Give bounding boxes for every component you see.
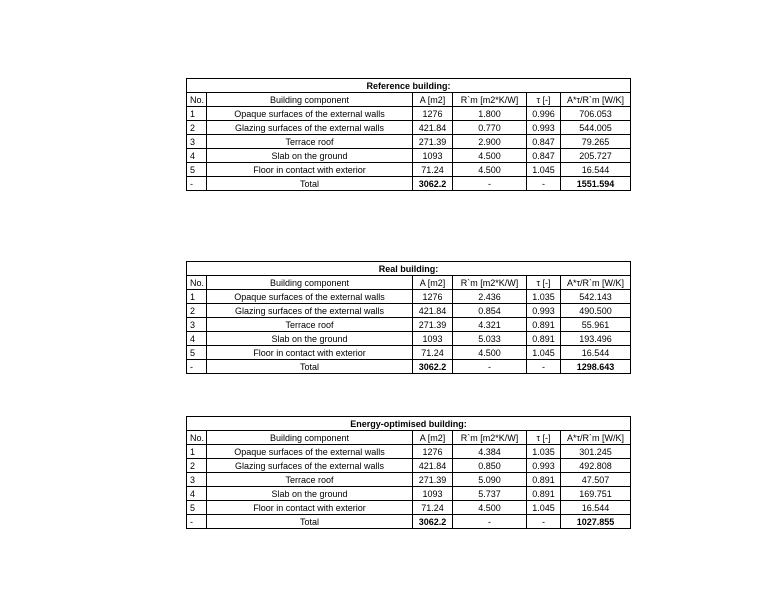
table-title-row — [187, 417, 631, 431]
cell-component: Terrace roof — [207, 318, 413, 332]
cell-area: 421.84 — [413, 304, 453, 318]
total-resistance: - — [453, 515, 527, 529]
cell-resistance: 0.850 — [453, 459, 527, 473]
cell-loss: 16.544 — [561, 346, 631, 360]
table-header-row — [187, 431, 631, 445]
cell-area: 271.39 — [413, 318, 453, 332]
table-header-row — [187, 93, 631, 107]
cell-tau: 0.891 — [527, 473, 561, 487]
cell-component: Floor in contact with exterior — [207, 346, 413, 360]
cell-no: 4 — [187, 149, 207, 163]
cell-no: 4 — [187, 332, 207, 346]
cell-resistance: 4.500 — [453, 163, 527, 177]
cell-no: 5 — [187, 163, 207, 177]
cell-loss: 16.544 — [561, 163, 631, 177]
cell-loss: 544.005 — [561, 121, 631, 135]
column-header-no: No. — [187, 276, 207, 290]
cell-component: Terrace roof — [207, 135, 413, 149]
column-header-tau: τ [-] — [527, 276, 561, 290]
total-no: - — [187, 360, 207, 374]
column-header-component: Building component — [207, 276, 413, 290]
cell-area: 71.24 — [413, 346, 453, 360]
total-component: Total — [207, 515, 413, 529]
total-area: 3062.2 — [413, 177, 453, 191]
column-header-loss: A*τ/R`m [W/K] — [561, 276, 631, 290]
table-row — [187, 346, 631, 360]
total-resistance: - — [453, 177, 527, 191]
cell-area: 421.84 — [413, 459, 453, 473]
table-row — [187, 149, 631, 163]
table-row — [187, 332, 631, 346]
cell-loss: 79.265 — [561, 135, 631, 149]
cell-loss: 492.808 — [561, 459, 631, 473]
cell-loss: 16.544 — [561, 501, 631, 515]
cell-resistance: 1.800 — [453, 107, 527, 121]
column-header-tau: τ [-] — [527, 93, 561, 107]
cell-tau: 0.847 — [527, 135, 561, 149]
cell-no: 2 — [187, 459, 207, 473]
table-row — [187, 304, 631, 318]
cell-no: 2 — [187, 304, 207, 318]
table-total-row — [187, 515, 631, 529]
cell-area: 1276 — [413, 290, 453, 304]
cell-tau: 0.993 — [527, 304, 561, 318]
cell-tau: 1.035 — [527, 290, 561, 304]
total-no: - — [187, 177, 207, 191]
cell-resistance: 4.500 — [453, 501, 527, 515]
table-row — [187, 318, 631, 332]
cell-resistance: 5.737 — [453, 487, 527, 501]
table-total-row — [187, 360, 631, 374]
cell-component: Slab on the ground — [207, 332, 413, 346]
cell-component: Slab on the ground — [207, 149, 413, 163]
cell-resistance: 2.900 — [453, 135, 527, 149]
cell-component: Slab on the ground — [207, 487, 413, 501]
cell-resistance: 0.854 — [453, 304, 527, 318]
cell-no: 1 — [187, 290, 207, 304]
table-row — [187, 473, 631, 487]
cell-resistance: 0.770 — [453, 121, 527, 135]
table-title-row — [187, 262, 631, 276]
table-title: Real building: — [187, 262, 631, 276]
column-header-tau: τ [-] — [527, 431, 561, 445]
cell-loss: 193.496 — [561, 332, 631, 346]
column-header-no: No. — [187, 431, 207, 445]
table-title: Energy-optimised building: — [187, 417, 631, 431]
cell-loss: 55.961 — [561, 318, 631, 332]
cell-area: 271.39 — [413, 135, 453, 149]
cell-component: Terrace roof — [207, 473, 413, 487]
cell-area: 421.84 — [413, 121, 453, 135]
cell-resistance: 5.090 — [453, 473, 527, 487]
total-tau: - — [527, 515, 561, 529]
table-row — [187, 290, 631, 304]
total-loss: 1551.594 — [561, 177, 631, 191]
cell-loss: 169.751 — [561, 487, 631, 501]
total-no: - — [187, 515, 207, 529]
cell-loss: 490.500 — [561, 304, 631, 318]
cell-tau: 0.891 — [527, 487, 561, 501]
column-header-no: No. — [187, 93, 207, 107]
column-header-loss: A*τ/R`m [W/K] — [561, 431, 631, 445]
cell-component: Floor in contact with exterior — [207, 501, 413, 515]
table-row — [187, 121, 631, 135]
table-row — [187, 445, 631, 459]
cell-no: 5 — [187, 501, 207, 515]
cell-area: 271.39 — [413, 473, 453, 487]
table-row — [187, 459, 631, 473]
cell-tau: 0.993 — [527, 459, 561, 473]
table-row — [187, 163, 631, 177]
cell-tau: 1.035 — [527, 445, 561, 459]
total-resistance: - — [453, 360, 527, 374]
table-header-row — [187, 276, 631, 290]
table-title-row — [187, 79, 631, 93]
cell-tau: 1.045 — [527, 346, 561, 360]
column-header-resistance: R`m [m2*K/W] — [453, 431, 527, 445]
cell-tau: 1.045 — [527, 163, 561, 177]
cell-loss: 301.245 — [561, 445, 631, 459]
column-header-area: A [m2] — [413, 431, 453, 445]
cell-area: 71.24 — [413, 163, 453, 177]
cell-tau: 0.891 — [527, 332, 561, 346]
total-tau: - — [527, 360, 561, 374]
cell-resistance: 2.436 — [453, 290, 527, 304]
cell-resistance: 4.500 — [453, 346, 527, 360]
column-header-resistance: R`m [m2*K/W] — [453, 93, 527, 107]
cell-resistance: 4.384 — [453, 445, 527, 459]
cell-no: 5 — [187, 346, 207, 360]
cell-no: 3 — [187, 473, 207, 487]
cell-no: 1 — [187, 107, 207, 121]
total-area: 3062.2 — [413, 360, 453, 374]
cell-loss: 47.507 — [561, 473, 631, 487]
total-loss: 1298.643 — [561, 360, 631, 374]
cell-loss: 706.053 — [561, 107, 631, 121]
table-row — [187, 487, 631, 501]
cell-resistance: 5.033 — [453, 332, 527, 346]
column-header-loss: A*τ/R`m [W/K] — [561, 93, 631, 107]
cell-resistance: 4.500 — [453, 149, 527, 163]
cell-tau: 1.045 — [527, 501, 561, 515]
cell-area: 1093 — [413, 487, 453, 501]
column-header-component: Building component — [207, 431, 413, 445]
cell-no: 4 — [187, 487, 207, 501]
total-component: Total — [207, 360, 413, 374]
cell-loss: 542.143 — [561, 290, 631, 304]
cell-loss: 205.727 — [561, 149, 631, 163]
cell-area: 1093 — [413, 149, 453, 163]
cell-component: Floor in contact with exterior — [207, 163, 413, 177]
cell-tau: 0.847 — [527, 149, 561, 163]
table-row — [187, 107, 631, 121]
cell-resistance: 4.321 — [453, 318, 527, 332]
cell-area: 1093 — [413, 332, 453, 346]
table-row — [187, 135, 631, 149]
table-title: Reference building: — [187, 79, 631, 93]
cell-tau: 0.996 — [527, 107, 561, 121]
total-area: 3062.2 — [413, 515, 453, 529]
cell-area: 71.24 — [413, 501, 453, 515]
cell-component: Glazing surfaces of the external walls — [207, 304, 413, 318]
total-loss: 1027.855 — [561, 515, 631, 529]
table-total-row — [187, 177, 631, 191]
column-header-area: A [m2] — [413, 276, 453, 290]
total-component: Total — [207, 177, 413, 191]
table-row — [187, 501, 631, 515]
cell-tau: 0.891 — [527, 318, 561, 332]
cell-tau: 0.993 — [527, 121, 561, 135]
cell-component: Glazing surfaces of the external walls — [207, 121, 413, 135]
total-tau: - — [527, 177, 561, 191]
cell-component: Opaque surfaces of the external walls — [207, 445, 413, 459]
energy-optimised-building-table — [186, 416, 631, 529]
cell-no: 2 — [187, 121, 207, 135]
reference-building-table — [186, 78, 631, 191]
cell-no: 3 — [187, 135, 207, 149]
cell-no: 3 — [187, 318, 207, 332]
column-header-component: Building component — [207, 93, 413, 107]
cell-no: 1 — [187, 445, 207, 459]
cell-component: Opaque surfaces of the external walls — [207, 107, 413, 121]
real-building-table — [186, 261, 631, 374]
cell-component: Opaque surfaces of the external walls — [207, 290, 413, 304]
column-header-resistance: R`m [m2*K/W] — [453, 276, 527, 290]
column-header-area: A [m2] — [413, 93, 453, 107]
cell-component: Glazing surfaces of the external walls — [207, 459, 413, 473]
cell-area: 1276 — [413, 445, 453, 459]
cell-area: 1276 — [413, 107, 453, 121]
